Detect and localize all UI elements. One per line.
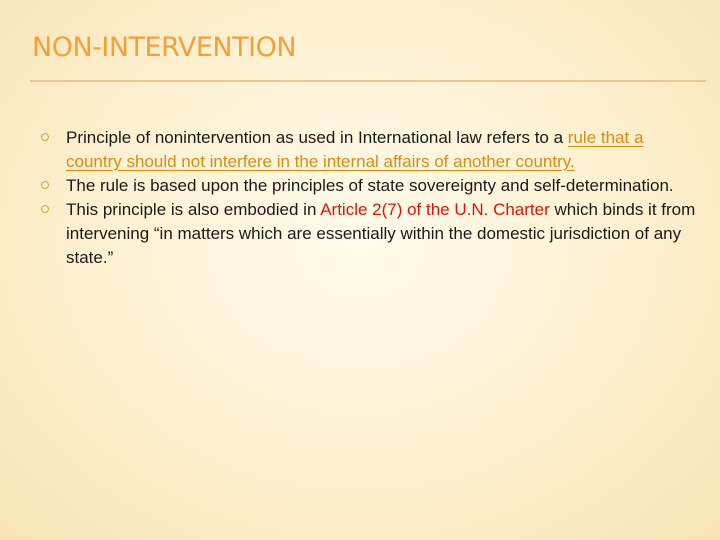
un-charter-reference: Article 2(7) of the U.N. Charter bbox=[320, 200, 550, 219]
rule-link[interactable]: rule that a country should not interfere in the internal affairs of another country. bbox=[66, 128, 644, 171]
bullet-item-2 bbox=[0, 174, 720, 198]
circle-bullet-icon bbox=[41, 205, 49, 213]
bullet-item-3 bbox=[0, 198, 720, 270]
bullet-item-1 bbox=[0, 126, 720, 174]
bullet-2-text: The rule is based upon the principles of state sovereignty and self-determination. bbox=[66, 176, 674, 195]
bullet-3-text-after: which binds it from intervening “in matters which are essentially within the domestic jurisdiction of any state.” bbox=[66, 200, 696, 267]
circle-bullet-icon bbox=[41, 133, 49, 141]
circle-bullet-icon bbox=[41, 181, 49, 189]
bullet-1-text: Principle of nonintervention as used in International law refers to a bbox=[66, 128, 568, 147]
title-divider bbox=[30, 80, 706, 82]
slide-title: NON-INTERVENTION bbox=[32, 32, 297, 63]
bullet-list bbox=[0, 126, 720, 270]
bullet-3-text-before: This principle is also embodied in bbox=[66, 200, 321, 219]
